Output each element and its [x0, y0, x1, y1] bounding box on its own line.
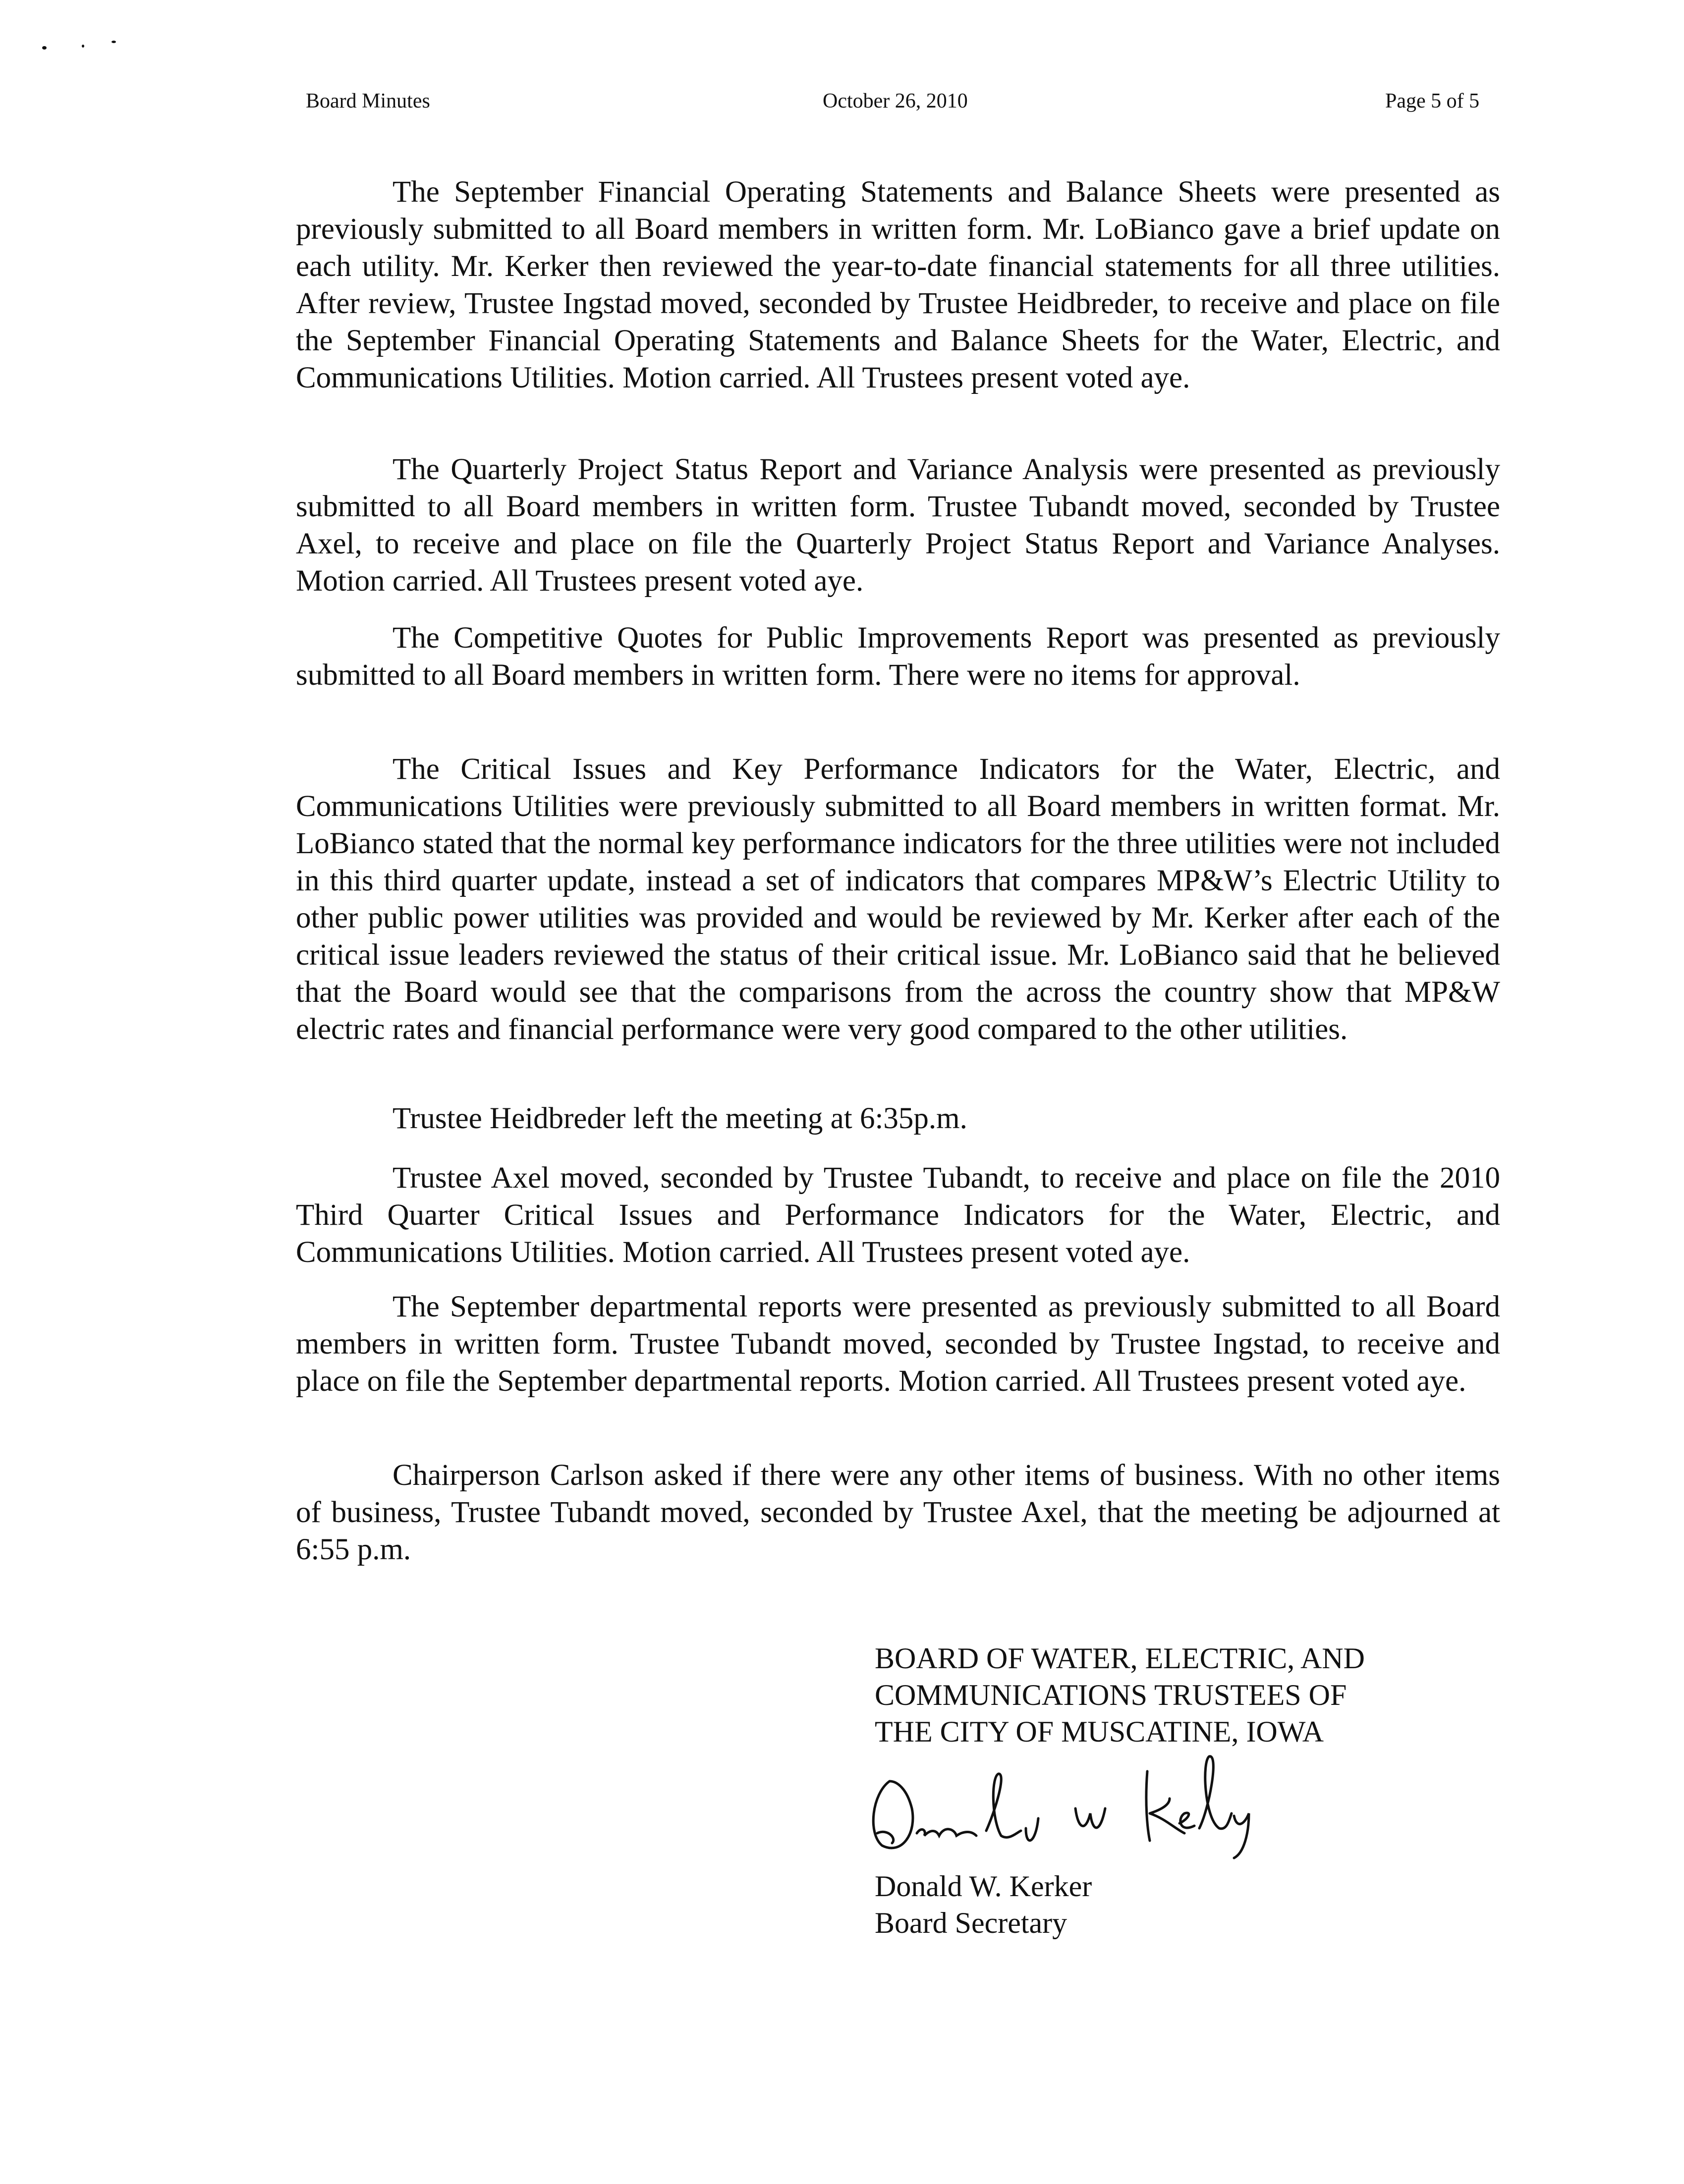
header-page-number: Page 5 of 5 [1385, 90, 1480, 112]
board-name-block [875, 1640, 1365, 1750]
scan-speck [82, 45, 84, 48]
board-name-line: BOARD OF WATER, ELECTRIC, AND [875, 1642, 1365, 1675]
scan-speck [42, 46, 47, 50]
paragraph-competitive-quotes: The Competitive Quotes for Public Improvements Report was presented as previously submitted to all Board members in written form. There were no items for approval. [296, 621, 1500, 692]
header-date: October 26, 2010 [823, 90, 968, 112]
signatory-name: Donald W. Kerker [875, 1870, 1092, 1903]
paragraph-indicators-motion: Trustee Axel moved, seconded by Trustee Tubandt, to receive and place on file the 2010 Third Quarter Critical Issues and Performance Indicators for the Water, Electric, and Communications Utilities. Motion carried. All Trustees present voted aye. [296, 1161, 1500, 1269]
paragraph-financial-statements: The September Financial Operating Statements and Balance Sheets were presented as previously submitted to all Board members in written form. Mr. LoBianco gave a brief update on each utility. Mr. Kerker then reviewed the year-to-date financial statements for all three utilities. After review, Trustee Ingstad moved, seconded by Trustee Heidbreder, to receive and place on file the September Financial Operating Statements and Balance Sheets for the Water, Electric, and Communications Utilities. Motion carried. All Trustees present voted aye. [296, 175, 1500, 394]
paragraph-departmental-reports: The September departmental reports were presented as previously submitted to all Board members in written form. Trustee Tubandt moved, seconded by Trustee Ingstad, to receive and place on file the September departmental reports. Motion carried. All Trustees present voted aye. [296, 1290, 1500, 1398]
signatory-title: Board Secretary [875, 1907, 1067, 1939]
board-name-line: COMMUNICATIONS TRUSTEES OF [875, 1679, 1347, 1711]
handwritten-signature [842, 1734, 1338, 1863]
paragraph-heidbreder-left: Trustee Heidbreder left the meeting at 6:35p.m. [393, 1102, 967, 1135]
scan-speck [112, 41, 116, 43]
paragraph-project-status: The Quarterly Project Status Report and Variance Analysis were presented as previously submitted to all Board members in written form. Trustee Tubandt moved, seconded by Trustee Axel, to receive and place on file the Quarterly Project Status Report and Variance Analyses. Motion carried. All Trustees present voted aye. [296, 453, 1500, 598]
signatory-block [875, 1868, 1092, 1941]
paragraph-critical-issues: The Critical Issues and Key Performance Indicators for the Water, Electric, and Communications Utilities were previously submitted to all Board members in written format. Mr. LoBianco stated that the normal key performance indicators for the three utilities were not included in this third quarter update, instead a set of indicators that compares MP&W’s Electric Utility to other public power utilities was provided and would be reviewed by Mr. Kerker after each of the critical issue leaders reviewed the status of their critical issue. Mr. LoBianco said that he believed that the Board would see that the comparisons from the across the country show that MP&W electric rates and financial performance were very good compared to the other utilities. [296, 753, 1500, 1046]
header-title: Board Minutes [306, 90, 430, 112]
board-name-line: THE CITY OF MUSCATINE, IOWA [875, 1715, 1324, 1748]
paragraph-adjournment: Chairperson Carlson asked if there were any other items of business. With no other items of business, Trustee Tubandt moved, seconded by Trustee Axel, that the meeting be adjourned at 6:55 p.m. [296, 1459, 1500, 1566]
